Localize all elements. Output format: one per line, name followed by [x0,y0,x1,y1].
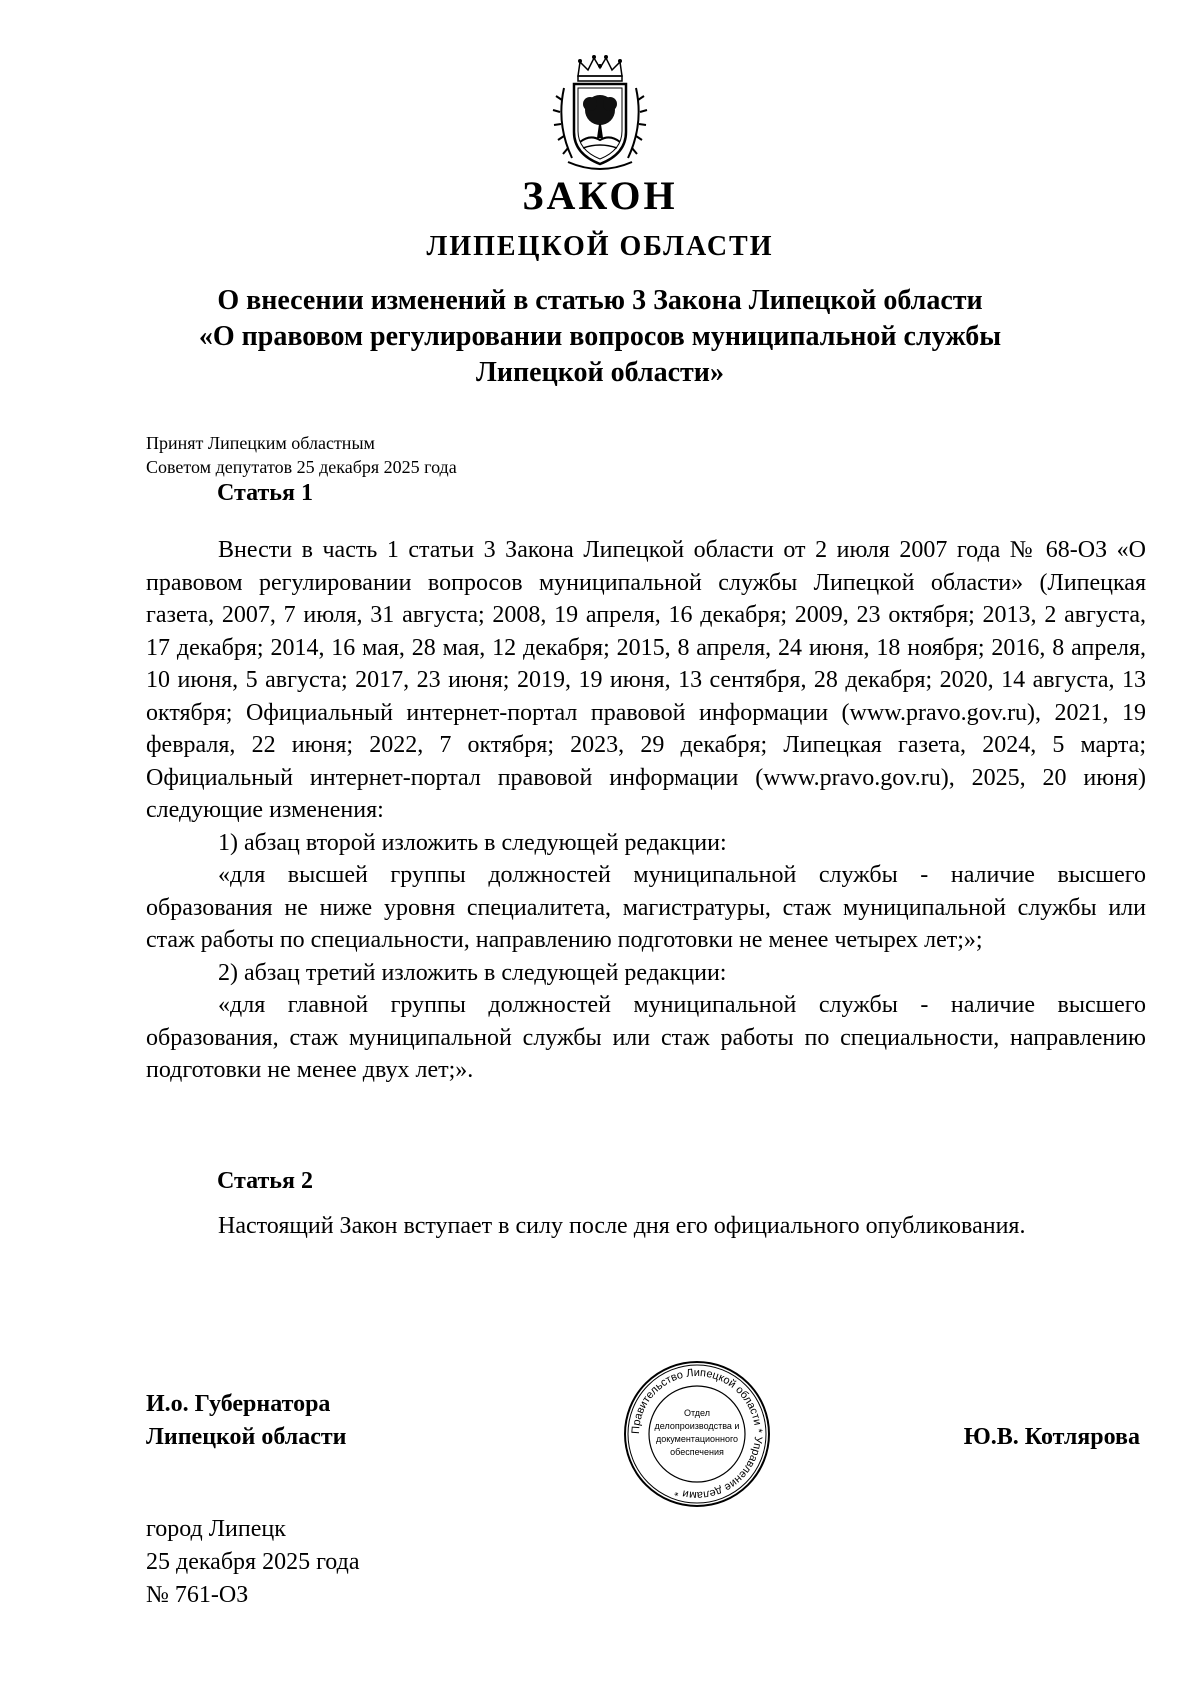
adoption-note [146,431,457,479]
official-stamp [622,1359,772,1509]
signatory-name: Ю.В. Котлярова [963,1424,1140,1450]
document-footer [146,1513,359,1612]
article-2-heading: Статья 2 [217,1168,313,1194]
document-title: ЗАКОН [522,173,678,218]
footer-number: № 761-ОЗ [146,1582,249,1608]
stamp-inner-line: Отдел [683,1408,711,1418]
stamp-outer-text: Правительство Липецкой области * Управление делами * [629,1366,765,1502]
stamp-inner-line: обеспечения [670,1447,724,1457]
law-description-line: «О правовом регулировании вопросов муниципальной службы [198,321,1002,352]
document-subtitle: ЛИПЕЦКОЙ ОБЛАСТИ [426,231,774,262]
article-1-paragraph: 1) абзац второй изложить в следующей редакции: [218,829,727,856]
article-1-body [146,534,1146,1087]
signatory-position-line: И.о. Губернатора [146,1391,331,1417]
article-2-paragraph: Настоящий Закон вступает в силу после дня его официального опубликования. [218,1213,1026,1239]
lipetsk-coat-of-arms-icon [550,54,650,174]
law-description-line: О внесении изменений в статью 3 Закона Липецкой области [217,285,983,316]
article-1-paragraph: Внести в часть 1 статьи 3 Закона Липецкой области от 2 июля 2007 года № 68-ОЗ «О правовом регулировании вопросов муниципальной службы Липецкой области» (Липецкая газета, 2007, 7 июля, 31 августа; 2008, 19 апреля, 16 декабря; 2009, 23 октября; 2013, 2 августа, 17 декабря; 2014, 16 мая, 28 мая, 12 декабря; 2015, 8 апреля, 24 июня, 18 ноября; 2016, 8 апреля, 10 июня, 5 августа; 2017, 23 июня; 2019, 19 июня, 13 сентября, 28 декабря; 2020, 14 августа, 13 октября; Официальный интернет-портал правовой информации (www.pravo.gov.ru), 2021, 19 февраля, 22 июня; 2022, 7 октября; 2023, 29 декабря; Липецкая газета, 2024, 5 марта; Официальный интернет-портал правовой информации (www.pravo.gov.ru), 2025, 20 июня) следующие изменения: [146,537,1146,823]
footer-city: город Липецк [146,1516,286,1542]
article-1-paragraph: «для главной группы должностей муниципальной службы - наличие высшего образования, стаж муниципальной службы или стаж работы по специальности, направлению подготовки не менее двух лет;». [146,992,1146,1083]
stamp-inner-line: делопроизводства и [654,1421,740,1431]
article-1-paragraph: «для высшей группы должностей муниципальной службы - наличие высшего образования не ниже уровня специалитета, магистратуры, стаж муниципальной службы или стаж работы по специальности, направлению подготовки не менее четырех лет;»; [146,862,1146,953]
law-description-line: Липецкой области» [476,357,724,388]
stamp-inner-line: документационного [655,1434,739,1444]
signatory-position-line: Липецкой области [146,1424,347,1450]
article-1-heading: Статья 1 [217,480,313,506]
law-description [100,283,1100,391]
footer-date: 25 декабря 2025 года [146,1549,360,1575]
article-2-body [146,1210,1146,1243]
adoption-line: Советом депутатов 25 декабря 2025 года [146,457,457,477]
signatory-position [146,1388,347,1454]
article-1-paragraph: 2) абзац третий изложить в следующей редакции: [218,959,727,986]
adoption-line: Принят Липецким областным [146,433,375,453]
